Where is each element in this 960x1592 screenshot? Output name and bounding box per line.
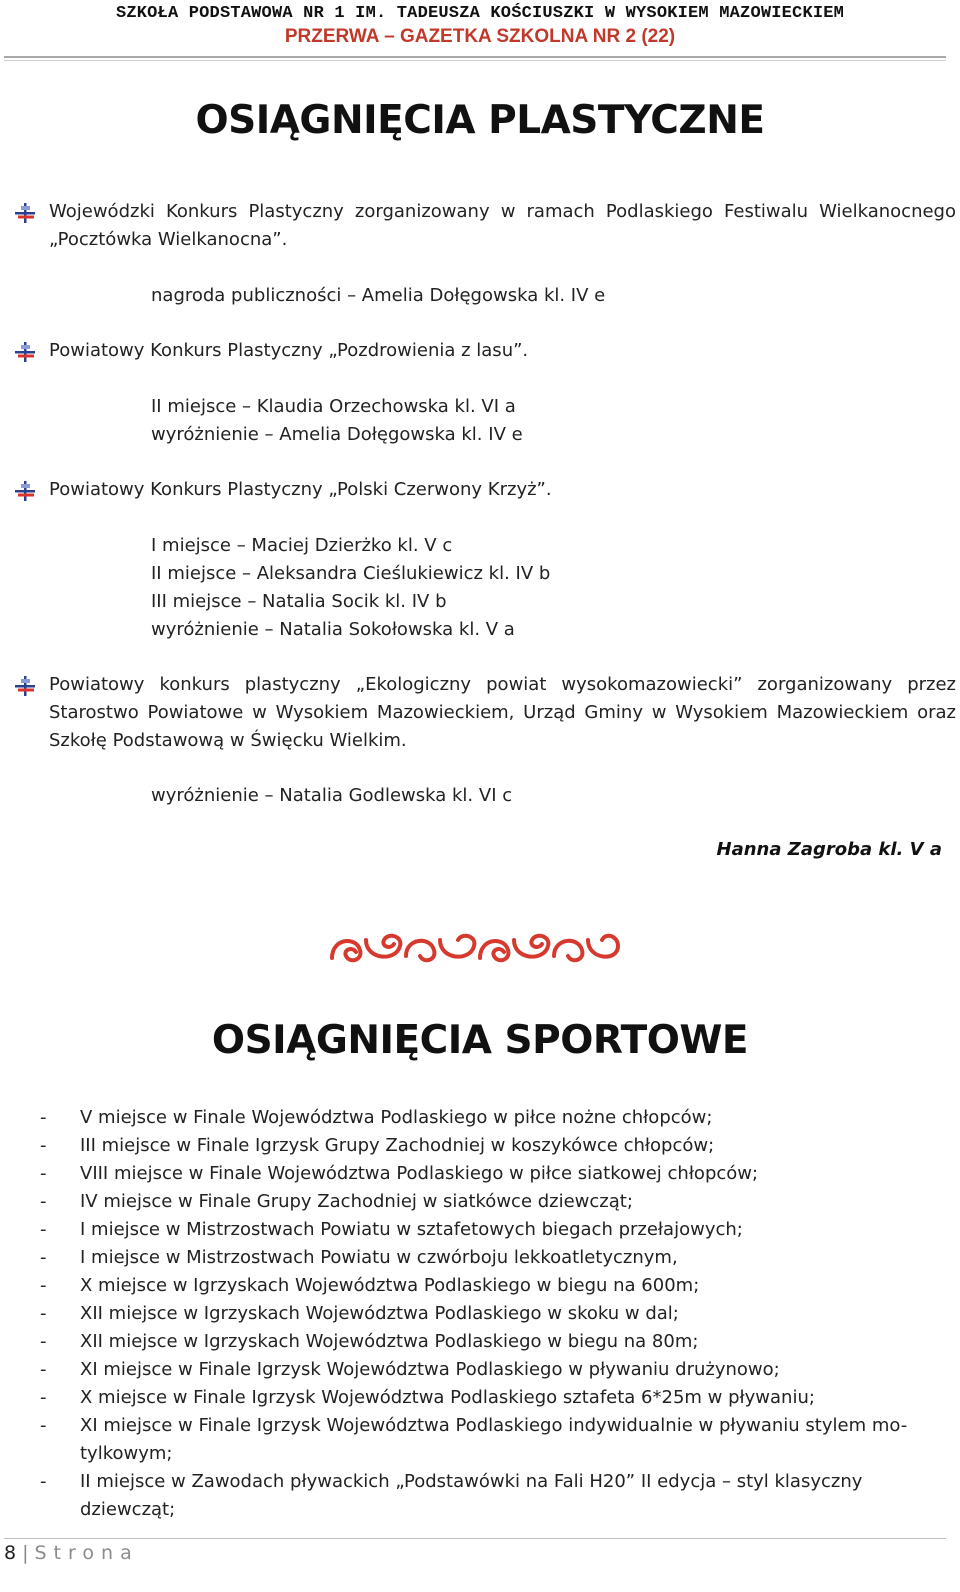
list-item <box>40 1468 940 1524</box>
page-word: Strona <box>34 1542 139 1564</box>
pushpin-bullet-icon <box>14 675 36 697</box>
list-item-text: XI miejsce w Finale Igrzysk Województwa Podlaskiego w pływaniu drużynowo; <box>80 1359 780 1380</box>
competition-item <box>14 476 956 504</box>
list-dash: - <box>40 1163 47 1184</box>
list-item <box>40 1356 940 1384</box>
list-dash: - <box>40 1107 47 1128</box>
list-item <box>40 1328 940 1356</box>
pushpin-bullet-icon <box>14 341 36 363</box>
list-dash: - <box>40 1415 47 1436</box>
footer-divider <box>4 1538 946 1539</box>
pushpin-bullet-icon <box>14 202 36 224</box>
list-dash: - <box>40 1247 47 1268</box>
list-dash: - <box>40 1359 47 1380</box>
list-item <box>40 1188 940 1216</box>
award-line: III miejsce – Natalia Socik kl. IV b <box>151 591 447 612</box>
list-item-text: XI miejsce w Finale Igrzysk Województwa Podlaskiego indywidualnie w pływaniu stylem mo-tylkowym; <box>80 1415 908 1464</box>
list-item-text: V miejsce w Finale Województwa Podlaskiego w piłce nożne chłopców; <box>80 1107 713 1128</box>
list-dash: - <box>40 1331 47 1352</box>
list-item <box>40 1104 940 1132</box>
gazette-title: PRZERWA – GAZETKA SZKOLNA NR 2 (22) <box>284 26 676 47</box>
page-number: 8 <box>4 1542 17 1564</box>
award-line: II miejsce – Aleksandra Cieślukiewicz kl. IV b <box>151 563 551 584</box>
page-separator: | <box>22 1542 29 1564</box>
award-list <box>151 393 523 449</box>
list-dash: - <box>40 1191 47 1212</box>
list-dash: - <box>40 1275 47 1296</box>
list-item-text: XII miejsce w Igrzyskach Województwa Podlaskiego w skoku w dal; <box>80 1303 679 1324</box>
competition-title: Powiatowy konkurs plastyczny „Ekologiczny powiat wysokomazowiecki” zorganizowany przez Starostwo Powiatowe w Wysokiem Mazowieckiem, Urząd Gminy w Wysokiem Mazowieckiem oraz Szkołę Podstawową w Święcku Wielkim. <box>49 674 956 751</box>
art-section-title: OSIĄGNIĘCIA PLASTYCZNE <box>195 98 765 143</box>
list-item-text: III miejsce w Finale Igrzysk Grupy Zachodniej w koszykówce chłopców; <box>80 1135 715 1156</box>
competition-item <box>14 198 956 254</box>
art-section-heading <box>0 98 960 143</box>
page-indicator <box>4 1542 139 1564</box>
competition-item <box>14 337 956 365</box>
list-item-text: IV miejsce w Finale Grupy Zachodniej w siatkówce dziewcząt; <box>80 1191 633 1212</box>
page-footer <box>0 1538 960 1564</box>
award-line: wyróżnienie – Natalia Sokołowska kl. V a <box>151 619 515 640</box>
list-item-text: XII miejsce w Igrzyskach Województwa Podlaskiego w biegu na 80m; <box>80 1331 699 1352</box>
list-item <box>40 1160 940 1188</box>
article-author: Hanna Zagroba kl. V a <box>716 839 942 860</box>
competition-title: Powiatowy Konkurs Plastyczny „Polski Czerwony Krzyż”. <box>49 479 552 500</box>
list-item-text: I miejsce w Mistrzostwach Powiatu w sztafetowych biegach przełajowych; <box>80 1219 743 1240</box>
competition-title: Wojewódzki Konkurs Plastyczny zorganizowany w ramach Podlaskiego Festiwalu Wielkanocnego „Pocztówka Wielkanocna”. <box>49 201 956 250</box>
list-dash: - <box>40 1219 47 1240</box>
list-item-text: X miejsce w Finale Igrzysk Województwa Podlaskiego sztafeta 6*25m w pływaniu; <box>80 1387 815 1408</box>
list-item-text: X miejsce w Igrzyskach Województwa Podlaskiego w biegu na 600m; <box>80 1275 700 1296</box>
list-item <box>40 1272 940 1300</box>
award-list <box>151 282 605 310</box>
award-list <box>151 782 512 810</box>
list-item <box>40 1244 940 1272</box>
page-header <box>0 0 960 61</box>
sport-section-title: OSIĄGNIĘCIA SPORTOWE <box>211 1018 749 1063</box>
sport-section-heading <box>0 1018 960 1063</box>
pushpin-bullet-icon <box>14 480 36 502</box>
sport-achievements-list <box>40 1104 940 1524</box>
list-item-text: VIII miejsce w Finale Województwa Podlaskiego w piłce siatkowej chłopców; <box>80 1163 759 1184</box>
list-item <box>40 1384 940 1412</box>
header-divider <box>4 56 946 61</box>
award-list <box>151 532 550 644</box>
list-dash: - <box>40 1135 47 1156</box>
award-line: nagroda publiczności – Amelia Dołęgowska kl. IV e <box>151 285 606 306</box>
decorative-scroll-ornament <box>326 928 622 968</box>
award-line: wyróżnienie – Amelia Dołęgowska kl. IV e <box>151 424 523 445</box>
list-item-text: II miejsce w Zawodach pływackich „Podstawówki na Fali H20” II edycja – styl klasyczny dziewcząt; <box>80 1471 863 1520</box>
list-item-text: I miejsce w Mistrzostwach Powiatu w czwórboju lekkoatletycznym, <box>80 1247 678 1268</box>
list-item <box>40 1412 940 1468</box>
list-dash: - <box>40 1471 47 1492</box>
list-item <box>40 1216 940 1244</box>
award-line: wyróżnienie – Natalia Godlewska kl. VI c <box>151 785 513 806</box>
award-line: I miejsce – Maciej Dzierżko kl. V c <box>151 535 453 556</box>
competition-item <box>14 671 956 755</box>
award-line: II miejsce – Klaudia Orzechowska kl. VI a <box>151 396 516 417</box>
list-item <box>40 1132 940 1160</box>
list-dash: - <box>40 1387 47 1408</box>
list-dash: - <box>40 1303 47 1324</box>
competition-title: Powiatowy Konkurs Plastyczny „Pozdrowienia z lasu”. <box>49 340 529 361</box>
school-name: SZKOŁA PODSTAWOWA NR 1 IM. TADEUSZA KOŚCIUSZKI W WYSOKIEM MAZOWIECKIEM <box>115 4 845 23</box>
list-item <box>40 1300 940 1328</box>
